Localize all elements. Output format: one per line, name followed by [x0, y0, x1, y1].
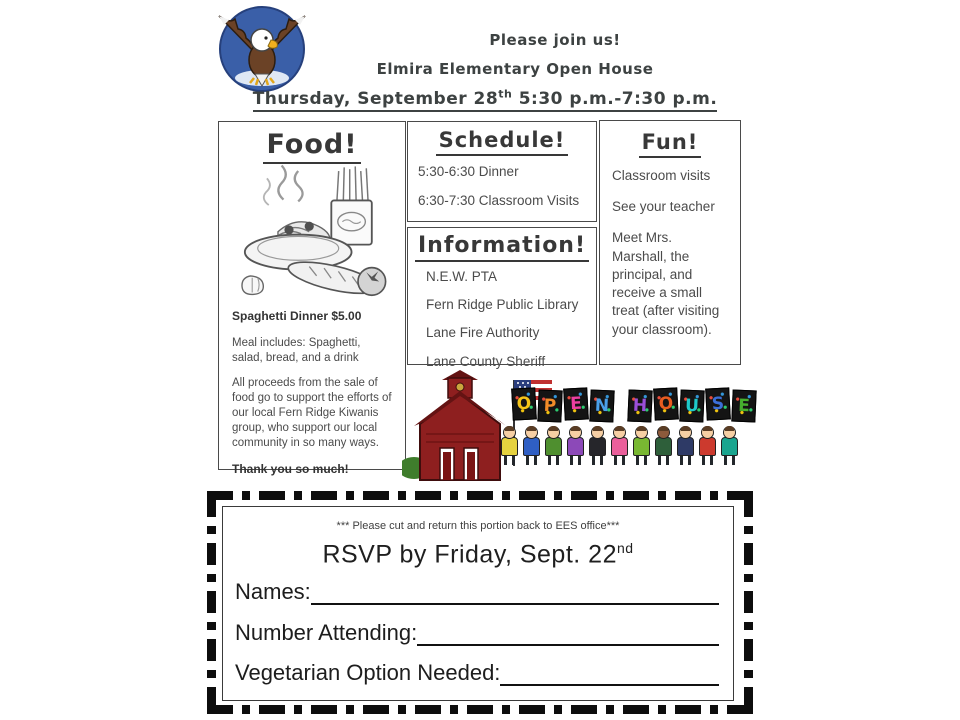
kid-figure	[564, 426, 586, 478]
schedule-section	[407, 121, 597, 222]
kid-figure	[498, 426, 520, 478]
cut-line-border	[744, 495, 753, 709]
number-attending-label: Number Attending:	[235, 620, 418, 645]
kid-figure	[652, 426, 674, 478]
open-house-sign: O	[653, 387, 679, 420]
names-field	[235, 579, 719, 605]
names-label: Names:	[235, 579, 311, 604]
open-house-sign: H	[627, 389, 652, 422]
vegetarian-option-blank-line[interactable]	[500, 660, 719, 686]
rsvp-form	[222, 506, 734, 701]
open-house-sign: N	[589, 389, 614, 422]
open-house-sign: S	[705, 387, 731, 420]
open-house-sign: U	[679, 389, 704, 422]
kid-figure	[586, 426, 608, 478]
names-blank-line[interactable]	[311, 579, 719, 605]
kid-figure	[630, 426, 652, 478]
open-house-banner	[512, 388, 758, 422]
information-item: Lane County Sheriff	[426, 353, 546, 369]
food-proceeds-note: All proceeds from the sale of food go to support the efforts of our local Fern Ridge Kiwanis group, who support our local community in so many ways.	[232, 377, 392, 450]
food-price: Spaghetti Dinner $5.00	[232, 309, 362, 323]
schedule-title: Schedule!	[408, 128, 596, 152]
rsvp-deadline: RSVP by Friday, Sept. 22nd	[322, 540, 634, 569]
kid-figure	[520, 426, 542, 478]
information-item: N.E.W. PTA	[426, 269, 498, 284]
cut-line-border	[207, 491, 753, 500]
kid-figure	[542, 426, 564, 478]
open-house-sign: P	[537, 389, 562, 422]
cut-line-border	[207, 705, 753, 714]
fun-section	[599, 120, 741, 365]
schedule-item: 6:30-7:30 Classroom Visits	[418, 193, 580, 209]
kid-figure	[674, 426, 696, 478]
invite-line: Please join us!	[489, 31, 621, 49]
fun-item: Meet Mrs. Marshall, the principal, and receive a small treat (after visiting your classroom).	[612, 230, 720, 337]
cut-and-return-note: *** Please cut and return this portion back to EES office***	[336, 520, 620, 532]
event-time: 5:30 p.m.-7:30 p.m.	[512, 88, 718, 109]
event-date: Thursday, September 28	[252, 88, 499, 109]
children-clipart	[498, 426, 740, 478]
number-attending-field	[235, 620, 719, 646]
vegetarian-option-field	[235, 660, 719, 686]
kid-figure	[696, 426, 718, 478]
vegetarian-option-label: Vegetarian Option Needed:	[235, 660, 501, 685]
eagle-logo	[212, 2, 312, 97]
event-title: Elmira Elementary Open House	[376, 60, 654, 78]
food-thanks: Thank you so much!	[232, 462, 349, 477]
open-house-sign: E	[563, 387, 589, 420]
kid-figure	[608, 426, 630, 478]
food-title: Food!	[219, 129, 405, 160]
open-house-sign: E	[731, 389, 756, 422]
fun-title: Fun!	[600, 130, 740, 154]
open-house-sign: O	[511, 387, 537, 420]
information-item: Lane Fire Authority	[426, 325, 540, 341]
information-title: Information!	[408, 233, 596, 258]
fun-item: Classroom visits	[612, 168, 711, 183]
spaghetti-dinner-illustration	[223, 160, 401, 298]
date-ordinal: th	[498, 87, 513, 100]
fun-item: See your teacher	[612, 199, 715, 215]
schedule-item: 5:30-6:30 Dinner	[418, 164, 519, 179]
information-item: Fern Ridge Public Library	[426, 297, 579, 313]
kid-figure	[718, 426, 740, 478]
food-meal-includes: Meal includes: Spaghetti, salad, bread, and a drink	[232, 336, 361, 364]
information-section	[407, 227, 597, 369]
event-datetime	[225, 87, 745, 109]
food-section	[218, 121, 406, 477]
number-attending-blank-line[interactable]	[417, 620, 719, 646]
cut-line-border	[207, 495, 216, 709]
